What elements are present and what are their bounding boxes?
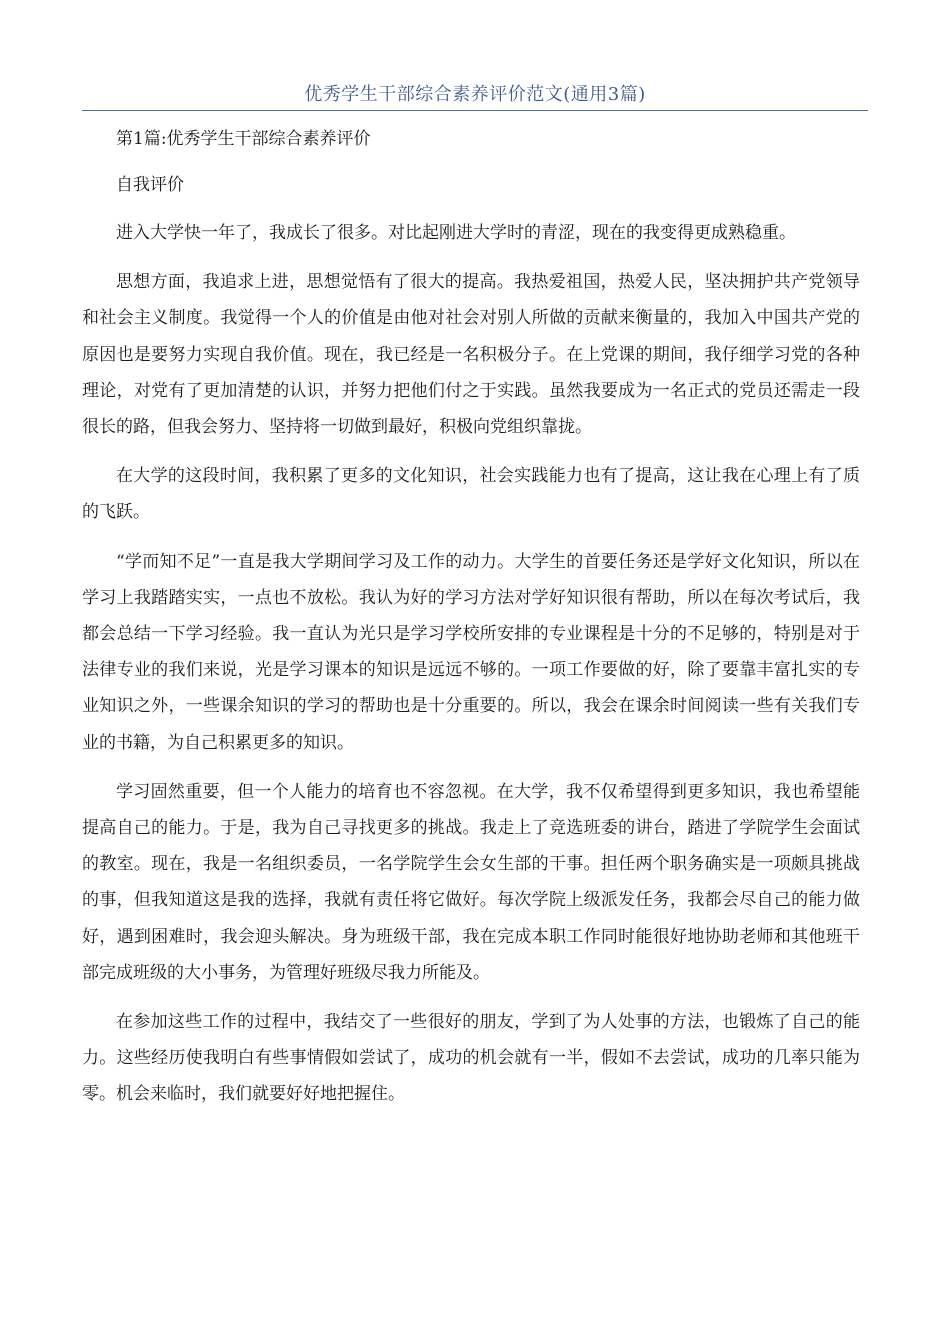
paragraph: 在参加这些工作的过程中，我结交了一些很好的朋友，学到了为人处事的方法，也锻炼了自己的能力。这些经历使我明白有些事情假如尝试了，成功的机会就有一半，假如不去尝试，成功的几率只能为零。机会来临时，我们就要好好地把握住。 [82,1012,860,1105]
paragraph: 思想方面，我追求上进，思想觉悟有了很大的提高。我热爱祖国，热爱人民，坚决拥护共产党领导和社会主义制度。我觉得一个人的价值是由他对社会对别人所做的贡献来衡量的，我加入中国共产党的原因也是要努力实现自我价值。现在，我已经是一名积极分子。在上党课的期间，我仔细学习党的各种理论，对党有了更加清楚的认识，并努力把他们付之于实践。虽然我要成为一名正式的党员还需走一段很长的路，但我会努力、坚持将一切做到最好，积极向党组织靠拢。 [82,272,860,438]
paragraph: “学而知不足”一直是我大学期间学习及工作的动力。大学生的首要任务还是学好文化知识，所以在学习上我踏踏实实，一点也不放松。我认为好的学习方法对学好知识很有帮助，所以在每次考试后，我都会总结一下学习经验。我一直认为光只是学习学校所安排的专业课程是十分的不足够的，特别是对于法律专业的我们来说，光是学习课本的知识是远远不够的。一项工作要做的好，除了要靠丰富扎实的专业知识之外，一些课余知识的学习的帮助也是十分重要的。所以，我会在课余时间阅读一些有关我们专业的书籍，为自己积累更多的知识。 [82,551,860,753]
paragraph: 进入大学快一年了，我成长了很多。对比起刚进大学时的青涩，现在的我变得更成熟稳重。 [116,223,796,243]
page-header [82,82,868,111]
paragraph: 学习固然重要，但一个人能力的培育也不容忽视。在大学，我不仅希望得到更多知识，我也希望能提高自己的能力。于是，我为自己寻找更多的挑战。我走上了竞选班委的讲台，踏进了学院学生会面试的教室。现在，我是一名组织委员，一名学院学生会女生部的干事。担任两个职务确实是一项颇具挑战的事，但我知道这是我的选择，我就有责任将它做好。每次学院上级派发任务，我都会尽自己的能力做好，遇到困难时，我会迎头解决。身为班级干部，我在完成本职工作同时能很好地协助老师和其他班干部完成班级的大小事务，为管理好班级尽我力所能及。 [82,781,860,983]
document-title: 优秀学生干部综合素养评价范文(通用3篇) [304,84,646,105]
section-subheading: 自我评价 [116,175,184,195]
section-title: 第1篇:优秀学生干部综合素养评价 [116,129,371,149]
document-body [82,122,860,1113]
paragraph: 在大学的这段时间，我积累了更多的文化知识，社会实践能力也有了提高，这让我在心理上有了质的飞跃。 [82,466,860,523]
